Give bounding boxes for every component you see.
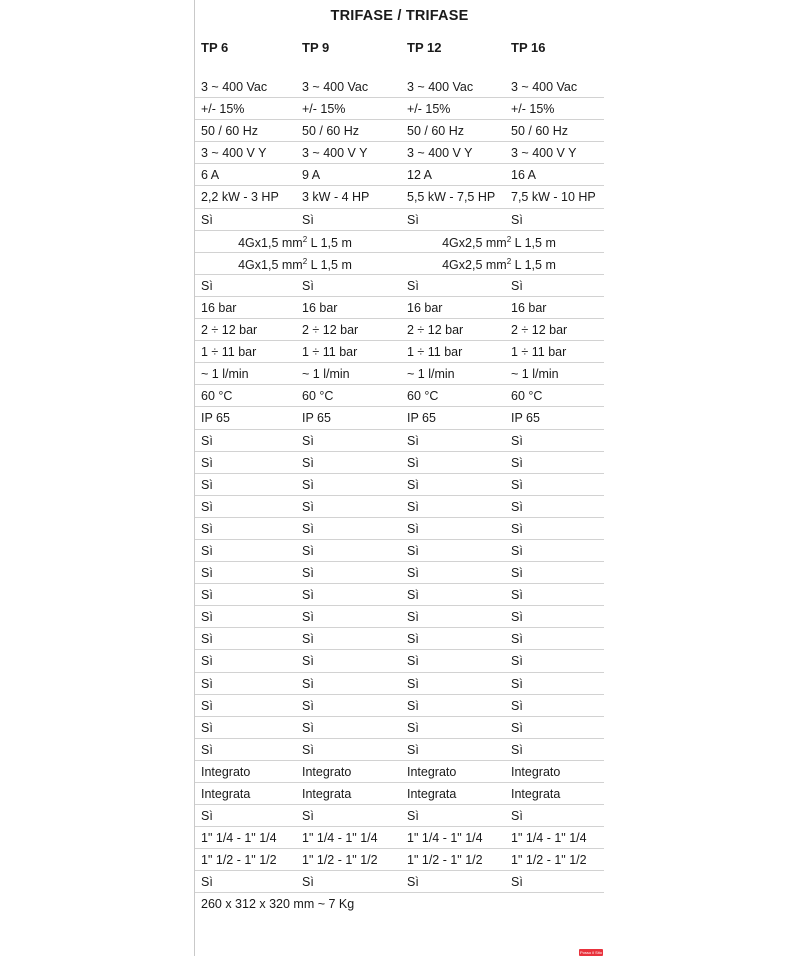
table-cell: Sì xyxy=(201,875,213,890)
table-cell: Sì xyxy=(511,698,523,713)
table-cell: Sì xyxy=(407,632,419,647)
table-row xyxy=(195,717,604,739)
table-cell: Sì xyxy=(407,477,419,492)
table-cell: Sì xyxy=(407,566,419,581)
cable-spec: 4Gx1,5 mm xyxy=(238,257,303,272)
table-row xyxy=(195,761,604,783)
table-row xyxy=(195,319,604,341)
table-cell: Sì xyxy=(302,720,314,735)
table-cell: Integrata xyxy=(511,787,561,801)
table-cell: 3 ~ 400 V Y xyxy=(201,146,267,161)
table-cell: 2 ÷ 12 bar xyxy=(302,323,359,338)
table-cell: Sì xyxy=(201,499,213,514)
table-cell: 50 / 60 Hz xyxy=(511,124,568,139)
table-cell: Sì xyxy=(302,212,314,227)
table-cell: Sì xyxy=(302,433,314,448)
cable-spec-exponent: 2 xyxy=(302,256,308,266)
table-cell: ~ 1 l/min xyxy=(302,367,350,382)
table-cell: 1" 1/4 - 1" 1/4 xyxy=(511,831,587,846)
table-row xyxy=(195,805,604,827)
table-cell: 12 A xyxy=(407,168,433,183)
table-cell: Sì xyxy=(302,588,314,603)
table-cell: Sì xyxy=(511,278,523,293)
table-row xyxy=(195,253,604,275)
table-cell: 16 bar xyxy=(407,300,443,315)
cable-spec-exponent: 2 xyxy=(506,234,512,244)
table-row xyxy=(195,430,604,452)
table-cell: Sì xyxy=(201,742,213,757)
table-cell: Integrato xyxy=(302,764,352,779)
table-cell: 1" 1/2 - 1" 1/2 xyxy=(201,853,277,868)
table-cell: 6 A xyxy=(201,168,220,183)
table-cell: Sì xyxy=(407,499,419,514)
cable-spec-length: L 1,5 m xyxy=(307,235,352,250)
table-row xyxy=(195,584,604,606)
cable-spec-exponent: 2 xyxy=(302,234,308,244)
table-cell: 1" 1/4 - 1" 1/4 xyxy=(407,831,483,846)
table-row xyxy=(195,275,604,297)
cable-spec: 4Gx2,5 mm xyxy=(442,257,507,272)
table-row xyxy=(195,606,604,628)
table-cell: ~ 1 l/min xyxy=(407,367,455,382)
table-cell: +/- 15% xyxy=(302,102,346,117)
table-cell: IP 65 xyxy=(407,411,436,426)
table-cell: IP 65 xyxy=(201,411,230,426)
table-cell: +/- 15% xyxy=(511,102,555,117)
table-cell: 2 ÷ 12 bar xyxy=(201,323,258,338)
table-cell: Sì xyxy=(201,610,213,625)
table-cell: 1" 1/2 - 1" 1/2 xyxy=(302,853,378,868)
column-header-tp9: TP 9 xyxy=(302,40,330,55)
cable-spec: 4Gx2,5 mm xyxy=(442,235,507,250)
table-cell: 16 bar xyxy=(511,300,547,315)
table-cell: 3 ~ 400 V Y xyxy=(511,146,577,161)
table-cell: Sì xyxy=(511,632,523,647)
table-cell: Sì xyxy=(407,455,419,470)
table-cell: Sì xyxy=(302,477,314,492)
table-cell: Sì xyxy=(201,654,213,669)
table-cell: 5,5 kW - 7,5 HP xyxy=(407,190,496,205)
table-cell: 50 / 60 Hz xyxy=(302,124,359,139)
table-row xyxy=(195,695,604,717)
table-row xyxy=(195,474,604,496)
table-cell: 2 ÷ 12 bar xyxy=(407,323,464,338)
table-cell: IP 65 xyxy=(511,411,540,426)
table-cell: Sì xyxy=(511,477,523,492)
table-row xyxy=(195,893,604,915)
table-cell: 60 °C xyxy=(201,389,233,404)
table-cell: Integrata xyxy=(407,787,457,801)
table-cell: Sì xyxy=(302,499,314,514)
table-row xyxy=(195,827,604,849)
cable-spec-exponent: 2 xyxy=(506,256,512,266)
table-cell: +/- 15% xyxy=(201,102,245,117)
table-cell: 16 bar xyxy=(201,300,237,315)
table-cell-merged xyxy=(399,235,599,250)
table-row xyxy=(195,849,604,871)
table-cell: Sì xyxy=(302,698,314,713)
table-cell: Sì xyxy=(511,588,523,603)
table-cell: Sì xyxy=(201,566,213,581)
table-row xyxy=(195,496,604,518)
table-cell: 2 ÷ 12 bar xyxy=(511,323,568,338)
table-cell: 1 ÷ 11 bar xyxy=(302,345,358,360)
table-cell: 2,2 kW - 3 HP xyxy=(201,190,279,205)
table-row xyxy=(195,98,604,120)
table-cell: Sì xyxy=(201,477,213,492)
table-cell: Sì xyxy=(407,875,419,890)
table-cell: Sì xyxy=(407,543,419,558)
table-cell: Sì xyxy=(201,433,213,448)
table-cell: Sì xyxy=(511,676,523,691)
table-cell: Sì xyxy=(511,212,523,227)
table-cell: IP 65 xyxy=(302,411,331,426)
table-title: TRIFASE / TRIFASE xyxy=(330,8,469,24)
table-body xyxy=(195,76,604,916)
table-row xyxy=(195,628,604,650)
table-cell: Sì xyxy=(407,521,419,536)
table-cell: Sì xyxy=(201,455,213,470)
table-row xyxy=(195,209,604,231)
table-cell: 16 A xyxy=(511,168,537,183)
table-cell: Sì xyxy=(302,566,314,581)
table-row xyxy=(195,783,604,805)
table-cell: ~ 1 l/min xyxy=(511,367,559,382)
table-cell: 1" 1/2 - 1" 1/2 xyxy=(511,853,587,868)
table-cell: 3 ~ 400 V Y xyxy=(407,146,473,161)
spec-table xyxy=(194,0,604,956)
table-cell: 3 ~ 400 Vac xyxy=(201,80,268,94)
table-cell-merged xyxy=(195,257,395,272)
table-cell: Integrato xyxy=(407,764,457,779)
table-row xyxy=(195,120,604,142)
cable-spec-length: L 1,5 m xyxy=(511,235,556,250)
table-cell: Sì xyxy=(302,521,314,536)
table-cell: Sì xyxy=(511,610,523,625)
table-cell: Integrata xyxy=(201,787,251,801)
table-cell: 1" 1/4 - 1" 1/4 xyxy=(201,831,277,846)
table-cell: Sì xyxy=(302,455,314,470)
table-cell: Sì xyxy=(302,632,314,647)
column-header-tp12: TP 12 xyxy=(407,40,442,55)
table-cell: 9 A xyxy=(302,168,321,183)
table-cell: 60 °C xyxy=(511,389,543,404)
table-cell: Sì xyxy=(511,875,523,890)
table-cell: 1 ÷ 11 bar xyxy=(407,345,463,360)
table-cell: Sì xyxy=(201,809,213,824)
table-cell: 60 °C xyxy=(302,389,334,404)
table-cell: 3 kW - 4 HP xyxy=(302,190,370,205)
table-cell: Sì xyxy=(201,588,213,603)
table-cell-merged xyxy=(399,257,599,272)
table-cell: Sì xyxy=(511,433,523,448)
table-cell: 50 / 60 Hz xyxy=(201,124,258,139)
table-cell: 3 ~ 400 V Y xyxy=(302,146,368,161)
table-cell: 1 ÷ 11 bar xyxy=(511,345,567,360)
table-row xyxy=(195,297,604,319)
table-row xyxy=(195,452,604,474)
table-row xyxy=(195,341,604,363)
column-header-tp6: TP 6 xyxy=(201,40,229,55)
table-cell: 1 ÷ 11 bar xyxy=(201,345,257,360)
table-cell: Sì xyxy=(511,742,523,757)
table-cell: Sì xyxy=(201,698,213,713)
table-row xyxy=(195,231,604,253)
table-row xyxy=(195,186,604,208)
table-cell: Sì xyxy=(511,720,523,735)
table-cell: Sì xyxy=(407,654,419,669)
table-cell: Sì xyxy=(407,278,419,293)
table-row xyxy=(195,76,604,98)
table-cell: Sì xyxy=(302,278,314,293)
corner-badge: Posso il Sito xyxy=(579,950,602,955)
cable-spec: 4Gx1,5 mm xyxy=(238,235,303,250)
table-cell: Sì xyxy=(511,654,523,669)
cable-spec-length: L 1,5 m xyxy=(307,257,352,272)
table-row xyxy=(195,673,604,695)
table-cell: Sì xyxy=(407,588,419,603)
table-cell: Integrato xyxy=(511,764,561,779)
table-cell: 16 bar xyxy=(302,300,338,315)
table-cell: Sì xyxy=(201,632,213,647)
table-cell: Sì xyxy=(201,521,213,536)
table-cell: 7,5 kW - 10 HP xyxy=(511,190,596,205)
table-cell: Sì xyxy=(302,676,314,691)
table-cell: 3 ~ 400 Vac xyxy=(511,80,578,94)
table-cell: Sì xyxy=(407,742,419,757)
table-cell: Sì xyxy=(407,610,419,625)
table-cell: Sì xyxy=(407,809,419,824)
table-cell: Sì xyxy=(201,543,213,558)
table-cell: Integrato xyxy=(201,764,251,779)
table-cell: Sì xyxy=(302,875,314,890)
table-row xyxy=(195,518,604,540)
table-cell: Sì xyxy=(407,698,419,713)
table-cell: Sì xyxy=(201,720,213,735)
table-cell: Sì xyxy=(511,543,523,558)
table-cell: 1" 1/4 - 1" 1/4 xyxy=(302,831,378,846)
table-cell-merged xyxy=(195,235,395,250)
table-cell: Sì xyxy=(302,543,314,558)
table-cell: Sì xyxy=(302,654,314,669)
table-cell: Sì xyxy=(511,809,523,824)
cable-spec-length: L 1,5 m xyxy=(511,257,556,272)
table-cell: +/- 15% xyxy=(407,102,451,117)
table-row xyxy=(195,739,604,761)
table-cell: 50 / 60 Hz xyxy=(407,124,464,139)
table-cell: Sì xyxy=(511,455,523,470)
table-row xyxy=(195,650,604,672)
table-cell: Sì xyxy=(511,499,523,514)
table-cell: ~ 1 l/min xyxy=(201,367,249,382)
table-cell: Sì xyxy=(302,742,314,757)
table-cell: 3 ~ 400 Vac xyxy=(302,80,369,94)
table-cell: Sì xyxy=(201,212,213,227)
table-cell: Sì xyxy=(407,433,419,448)
table-cell: 3 ~ 400 Vac xyxy=(407,80,474,94)
table-cell: 60 °C xyxy=(407,389,439,404)
table-cell: Sì xyxy=(511,521,523,536)
table-row xyxy=(195,871,604,893)
column-header-tp16: TP 16 xyxy=(511,40,546,55)
table-cell: Sì xyxy=(302,610,314,625)
table-cell: Sì xyxy=(407,676,419,691)
table-cell: 1" 1/2 - 1" 1/2 xyxy=(407,853,483,868)
table-row xyxy=(195,385,604,407)
table-cell: Integrata xyxy=(302,787,352,801)
table-cell: Sì xyxy=(302,809,314,824)
table-cell: Sì xyxy=(407,212,419,227)
table-row xyxy=(195,540,604,562)
table-row xyxy=(195,363,604,385)
table-row xyxy=(195,407,604,429)
table-row xyxy=(195,562,604,584)
table-cell: Sì xyxy=(511,566,523,581)
table-cell: Sì xyxy=(201,278,213,293)
table-row xyxy=(195,164,604,186)
table-cell: 260 x 312 x 320 mm ~ 7 Kg xyxy=(201,897,355,912)
table-cell: Sì xyxy=(407,720,419,735)
table-row xyxy=(195,142,604,164)
table-cell: Sì xyxy=(201,676,213,691)
